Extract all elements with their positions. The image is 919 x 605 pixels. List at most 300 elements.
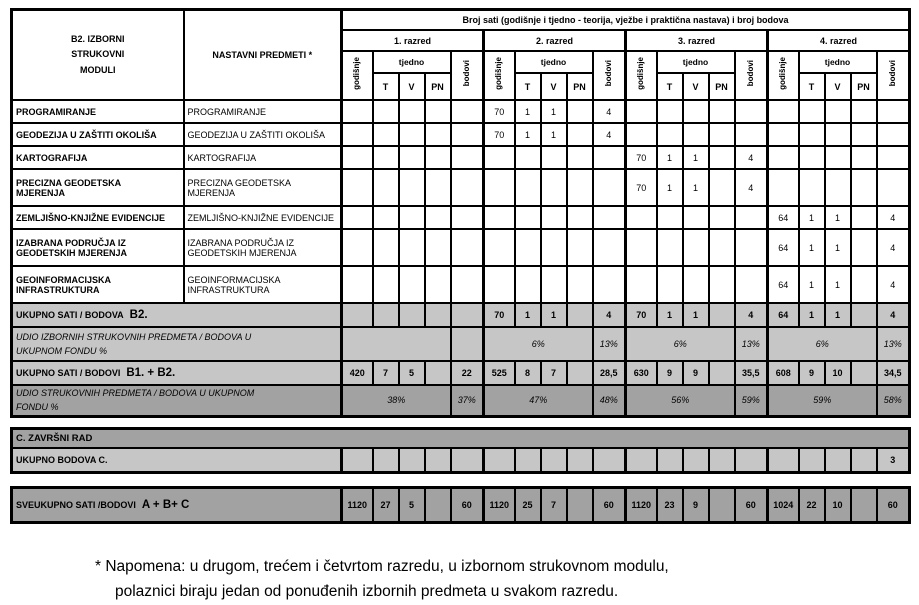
- module-column-header-text: B2. IZBORNI STRUKOVNI MODULI: [70, 34, 125, 75]
- weekly-header: tjedno: [799, 51, 877, 73]
- hours-cell: [851, 146, 877, 169]
- hours-cell: 8: [515, 361, 541, 385]
- hours-cell: 22: [799, 487, 825, 522]
- hours-cell: [541, 266, 567, 303]
- hours-cell: [567, 206, 593, 229]
- hours-cell: 1: [541, 123, 567, 146]
- yearly-header: [484, 51, 515, 100]
- points-header-text: bodovi: [603, 59, 613, 87]
- hours-cell: [373, 206, 399, 229]
- table-body-b2: [12, 100, 910, 416]
- hours-cell: [425, 206, 451, 229]
- hours-cell: 60: [451, 487, 484, 522]
- hours-cell: [451, 266, 484, 303]
- hours-cell: 1: [825, 266, 851, 303]
- hours-cell: [593, 266, 626, 303]
- practice-header: PN: [567, 73, 593, 100]
- hours-cell: 1: [657, 146, 683, 169]
- exercises-header: V: [683, 73, 709, 100]
- hours-cell: 9: [799, 361, 825, 385]
- hours-cell: 23: [657, 487, 683, 522]
- percent-row: [12, 327, 910, 361]
- hours-cell: [593, 229, 626, 266]
- hours-cell: [709, 266, 735, 303]
- hours-cell: [877, 146, 910, 169]
- hours-cell: 60: [735, 487, 768, 522]
- hours-cell: [626, 266, 657, 303]
- hours-cell: 1: [825, 303, 851, 327]
- hours-cell: [735, 206, 768, 229]
- hours-cell: [567, 100, 593, 123]
- hours-cell: [425, 229, 451, 266]
- subject-name: ZEMLJIŠNO-KNJIŽNE EVIDENCIJE: [184, 206, 342, 229]
- points-header: [593, 51, 626, 100]
- curriculum-table-grand-total: [10, 486, 911, 524]
- theory-header: T: [373, 73, 399, 100]
- hours-cell: [657, 448, 683, 472]
- row-label: [12, 448, 342, 472]
- hours-cell: 70: [626, 146, 657, 169]
- hours-cell: 4: [877, 229, 910, 266]
- subjects-column-header: NASTAVNI PREDMETI *: [184, 10, 342, 101]
- module-name: GEOINFORMACIJSKA INFRASTRUKTURA: [12, 266, 184, 303]
- hours-cell: [709, 123, 735, 146]
- hours-cell: [425, 448, 451, 472]
- percent-cell: 59%: [735, 385, 768, 416]
- hours-cell: [709, 361, 735, 385]
- weekly-header: tjedno: [373, 51, 451, 73]
- hours-cell: 4: [877, 206, 910, 229]
- hours-cell: [768, 169, 799, 206]
- module-name: KARTOGRAFIJA: [12, 146, 184, 169]
- hours-cell: [683, 123, 709, 146]
- hours-cell: 1: [683, 169, 709, 206]
- summary-row: [12, 361, 910, 385]
- grade-1-header: 1. razred: [342, 30, 484, 51]
- hours-cell: [541, 169, 567, 206]
- percent-cell: 47%: [484, 385, 593, 416]
- hours-cell: 525: [484, 361, 515, 385]
- hours-cell: 1: [515, 123, 541, 146]
- exercises-header: V: [541, 73, 567, 100]
- hours-cell: [851, 169, 877, 206]
- grade-3-header: 3. razred: [626, 30, 768, 51]
- hours-cell: 64: [768, 303, 799, 327]
- summary-row: [12, 303, 910, 327]
- yearly-header: [342, 51, 373, 100]
- hours-cell: [425, 303, 451, 327]
- hours-cell: [373, 123, 399, 146]
- hours-cell: 9: [683, 361, 709, 385]
- hours-cell: [851, 448, 877, 472]
- yearly-header-text: godišnje: [352, 56, 362, 90]
- hours-cell: [399, 229, 425, 266]
- hours-cell: 4: [593, 303, 626, 327]
- module-name: IZABRANA PODRUČJA IZ GEODETSKIH MJERENJA: [12, 229, 184, 266]
- hours-cell: [399, 123, 425, 146]
- percent-cell: 6%: [484, 327, 593, 361]
- hours-cell: [342, 146, 373, 169]
- hours-cell: [709, 146, 735, 169]
- hours-cell: [425, 123, 451, 146]
- hours-cell: [373, 100, 399, 123]
- hours-cell: [484, 146, 515, 169]
- hours-cell: [799, 169, 825, 206]
- hours-cell: [626, 448, 657, 472]
- summary-row: [12, 487, 910, 522]
- points-header: [877, 51, 910, 100]
- hours-cell: [567, 266, 593, 303]
- hours-cell: [399, 303, 425, 327]
- hours-cell: [657, 123, 683, 146]
- hours-cell: 4: [593, 123, 626, 146]
- hours-cell: [768, 146, 799, 169]
- hours-cell: [425, 169, 451, 206]
- theory-header: T: [799, 73, 825, 100]
- subject-row: [12, 206, 910, 229]
- yearly-header: [768, 51, 799, 100]
- hours-cell: 9: [657, 361, 683, 385]
- curriculum-table-section-c: [10, 427, 911, 474]
- hours-cell: [851, 361, 877, 385]
- hours-cell: [567, 229, 593, 266]
- hours-cell: [451, 448, 484, 472]
- footnote-line-1: * Napomena: u drugom, trećem i četvrtom razredu, u izbornom strukovnom modulu,: [95, 557, 669, 575]
- hours-cell: [657, 100, 683, 123]
- hours-cell: [851, 123, 877, 146]
- hours-cell: 4: [877, 303, 910, 327]
- hours-cell: 64: [768, 266, 799, 303]
- hours-cell: [851, 229, 877, 266]
- hours-cell: [657, 266, 683, 303]
- hours-cell: 70: [484, 100, 515, 123]
- hours-cell: [768, 123, 799, 146]
- module-name: ZEMLJIŠNO-KNJIŽNE EVIDENCIJE: [12, 206, 184, 229]
- hours-cell: [799, 146, 825, 169]
- hours-cell: 60: [877, 487, 910, 522]
- hours-cell: [825, 448, 851, 472]
- hours-cell: 70: [484, 123, 515, 146]
- hours-cell: [425, 266, 451, 303]
- hours-cell: 1: [799, 303, 825, 327]
- theory-header: T: [515, 73, 541, 100]
- weekly-header: tjedno: [657, 51, 735, 73]
- hours-cell: [567, 303, 593, 327]
- module-column-header: [12, 10, 184, 101]
- hours-cell: [825, 123, 851, 146]
- hours-cell: [451, 146, 484, 169]
- percent-cell: 37%: [451, 385, 484, 416]
- subject-name: GEOINFORMACIJSKA INFRASTRUKTURA: [184, 266, 342, 303]
- percent-cell: [451, 327, 484, 361]
- hours-cell: [626, 100, 657, 123]
- hours-cell: 1: [657, 303, 683, 327]
- hours-cell: 5: [399, 361, 425, 385]
- hours-cell: [567, 123, 593, 146]
- row-label-text: UDIO IZBORNIH STRUKOVNIH PREDMETA / BODOVA U UKUPNOM FONDU %: [16, 331, 252, 356]
- hours-cell: 1: [541, 100, 567, 123]
- table-body-c: [12, 428, 910, 472]
- hours-cell: [515, 206, 541, 229]
- hours-cell: 1: [825, 229, 851, 266]
- hours-cell: [683, 206, 709, 229]
- hours-cell: [799, 448, 825, 472]
- hours-cell: [657, 229, 683, 266]
- hours-cell: 10: [825, 361, 851, 385]
- hours-cell: [342, 169, 373, 206]
- hours-cell: [709, 303, 735, 327]
- hours-cell: [851, 206, 877, 229]
- percent-cell: 6%: [768, 327, 877, 361]
- hours-cell: [768, 448, 799, 472]
- row-label: [12, 487, 342, 522]
- hours-cell: [484, 266, 515, 303]
- hours-cell: [399, 206, 425, 229]
- row-label-text: UKUPNO SATI / BODOVI: [16, 368, 121, 378]
- hours-cell: [425, 100, 451, 123]
- hours-cell: 60: [593, 487, 626, 522]
- row-label-emphasis: B1. + B2.: [126, 367, 176, 379]
- curriculum-table-main: [10, 8, 911, 418]
- hours-cell: [399, 169, 425, 206]
- hours-cell: [567, 146, 593, 169]
- hours-cell: [709, 169, 735, 206]
- practice-header: PN: [709, 73, 735, 100]
- hours-cell: [484, 169, 515, 206]
- table-body-total: [12, 487, 910, 522]
- footnote-line-2: polaznici biraju jedan od ponuđenih izbornih predmeta u svakom razredu.: [115, 583, 619, 601]
- hours-cell: 4: [877, 266, 910, 303]
- hours-cell: [541, 206, 567, 229]
- hours-cell: 22: [451, 361, 484, 385]
- yearly-header-text: godišnje: [494, 56, 504, 90]
- subject-name: GEODEZIJA U ZAŠTITI OKOLIŠA: [184, 123, 342, 146]
- hours-cell: [683, 229, 709, 266]
- hours-cell: [541, 146, 567, 169]
- points-header-text: bodovi: [461, 59, 471, 87]
- hours-cell: [373, 146, 399, 169]
- hours-cell: 608: [768, 361, 799, 385]
- hours-cell: [877, 100, 910, 123]
- hours-cell: [399, 100, 425, 123]
- hours-cell: 1: [683, 146, 709, 169]
- practice-header: PN: [425, 73, 451, 100]
- hours-cell: 70: [484, 303, 515, 327]
- yearly-header-text: godišnje: [636, 56, 646, 90]
- hours-cell: [342, 303, 373, 327]
- hours-cell: 35,5: [735, 361, 768, 385]
- subject-name: PRECIZNA GEODETSKA MJERENJA: [184, 169, 342, 206]
- row-label-text: UKUPNO BODOVA C.: [16, 455, 108, 466]
- hours-cell: 34,5: [877, 361, 910, 385]
- hours-cell: [567, 448, 593, 472]
- hours-cell: [735, 123, 768, 146]
- hours-cell: 1: [515, 100, 541, 123]
- hours-cell: 64: [768, 229, 799, 266]
- hours-cell: [399, 266, 425, 303]
- hours-cell: 1120: [484, 487, 515, 522]
- hours-cell: 28,5: [593, 361, 626, 385]
- hours-cell: 4: [735, 169, 768, 206]
- hours-cell: [593, 448, 626, 472]
- hours-cell: [709, 229, 735, 266]
- hours-cell: 4: [593, 100, 626, 123]
- hours-cell: [425, 146, 451, 169]
- row-label-text: UDIO STRUKOVNIH PREDMETA / BODOVA U UKUPNOM FONDU %: [16, 388, 255, 413]
- percent-cell: 48%: [593, 385, 626, 416]
- hours-cell: [825, 146, 851, 169]
- hours-cell: [425, 361, 451, 385]
- hours-cell: 7: [541, 361, 567, 385]
- hours-cell: [399, 448, 425, 472]
- hours-cell: [735, 100, 768, 123]
- hours-cell: [709, 487, 735, 522]
- hours-cell: [735, 448, 768, 472]
- hours-cell: [825, 100, 851, 123]
- exercises-header: V: [399, 73, 425, 100]
- percent-cell: 6%: [626, 327, 735, 361]
- row-label: [12, 361, 342, 385]
- hours-cell: [825, 169, 851, 206]
- hours-cell: 25: [515, 487, 541, 522]
- hours-cell: 4: [735, 146, 768, 169]
- hours-cell: [425, 487, 451, 522]
- subject-row: [12, 169, 910, 206]
- hours-cell: [626, 229, 657, 266]
- hours-cell: 1: [799, 229, 825, 266]
- hours-cell: [593, 206, 626, 229]
- hours-cell: [515, 146, 541, 169]
- points-header: [451, 51, 484, 100]
- section-row: [12, 428, 910, 448]
- hours-cell: [709, 100, 735, 123]
- hours-cell: [593, 146, 626, 169]
- hours-cell: 3: [877, 448, 910, 472]
- hours-cell: [799, 123, 825, 146]
- row-label: [12, 385, 342, 416]
- hours-cell: 420: [342, 361, 373, 385]
- hours-cell: [342, 229, 373, 266]
- points-header: [735, 51, 768, 100]
- hours-cell: 7: [541, 487, 567, 522]
- hours-cell: [541, 448, 567, 472]
- hours-cell: [683, 266, 709, 303]
- row-label-text: SVEUKUPNO SATI /BODOVI: [16, 499, 136, 510]
- hours-cell: 1: [657, 169, 683, 206]
- hours-cell: [484, 229, 515, 266]
- hours-cell: 70: [626, 303, 657, 327]
- percent-cell: 56%: [626, 385, 735, 416]
- row-label: [12, 327, 342, 361]
- percent-cell: 58%: [877, 385, 910, 416]
- hours-cell: 1120: [342, 487, 373, 522]
- yearly-header: [626, 51, 657, 100]
- percent-row: [12, 385, 910, 416]
- percent-cell: 38%: [342, 385, 451, 416]
- hours-cell: [541, 229, 567, 266]
- subject-row: [12, 229, 910, 266]
- hours-cell: [399, 146, 425, 169]
- hours-cell: [342, 123, 373, 146]
- subject-name: IZABRANA PODRUČJA IZ GEODETSKIH MJERENJA: [184, 229, 342, 266]
- section-label: C. ZAVRŠNI RAD: [12, 428, 910, 448]
- hours-cell: [709, 206, 735, 229]
- hours-cell: [567, 487, 593, 522]
- hours-cell: [484, 206, 515, 229]
- hours-cell: [342, 206, 373, 229]
- hours-cell: [451, 229, 484, 266]
- hours-cell: 64: [768, 206, 799, 229]
- hours-cell: [683, 448, 709, 472]
- hours-cell: [877, 169, 910, 206]
- footnote: [95, 554, 919, 605]
- row-label: [12, 303, 342, 327]
- hours-cell: [851, 303, 877, 327]
- hours-cell: [373, 169, 399, 206]
- hours-cell: [451, 169, 484, 206]
- percent-cell: 13%: [593, 327, 626, 361]
- points-header-text: bodovi: [887, 59, 897, 87]
- row-label-text: UKUPNO SATI / BODOVA: [16, 310, 124, 320]
- yearly-header-text: godišnje: [778, 56, 788, 90]
- grade-4-header: 4. razred: [768, 30, 910, 51]
- hours-cell: [451, 303, 484, 327]
- percent-cell: 59%: [768, 385, 877, 416]
- percent-cell: 13%: [877, 327, 910, 361]
- hours-cell: [373, 229, 399, 266]
- hours-cell: [484, 448, 515, 472]
- row-label-emphasis: B2.: [129, 309, 148, 321]
- hours-cell: 1: [799, 266, 825, 303]
- subject-row: [12, 146, 910, 169]
- hours-cell: [342, 266, 373, 303]
- hours-cell: 1: [541, 303, 567, 327]
- hours-cell: [626, 123, 657, 146]
- hours-cell: 1: [825, 206, 851, 229]
- subject-row: [12, 123, 910, 146]
- row-label-emphasis: A + B+ C: [141, 498, 190, 511]
- points-header-text: bodovi: [745, 59, 755, 87]
- hours-cell: [851, 100, 877, 123]
- module-name: PRECIZNA GEODETSKA MJERENJA: [12, 169, 184, 206]
- hours-cell: [373, 266, 399, 303]
- practice-header: PN: [851, 73, 877, 100]
- weekly-header: tjedno: [515, 51, 593, 73]
- hours-cell: [683, 100, 709, 123]
- hours-cell: 9: [683, 487, 709, 522]
- hours-cell: [877, 123, 910, 146]
- percent-cell: [342, 327, 451, 361]
- header-row-title: [12, 10, 910, 31]
- table-header: [12, 10, 910, 101]
- hours-cell: [342, 100, 373, 123]
- hours-cell: [709, 448, 735, 472]
- hours-cell: [515, 229, 541, 266]
- hours-cell: [567, 361, 593, 385]
- subject-row: [12, 266, 910, 303]
- hours-cell: [735, 266, 768, 303]
- hours-cell: 1024: [768, 487, 799, 522]
- hours-cell: [768, 100, 799, 123]
- hours-cell: 1: [515, 303, 541, 327]
- hours-cell: 10: [825, 487, 851, 522]
- subject-row: [12, 100, 910, 123]
- hours-cell: [373, 448, 399, 472]
- hours-cell: [593, 169, 626, 206]
- hours-cell: [567, 169, 593, 206]
- summary-row: [12, 448, 910, 472]
- hours-cell: 7: [373, 361, 399, 385]
